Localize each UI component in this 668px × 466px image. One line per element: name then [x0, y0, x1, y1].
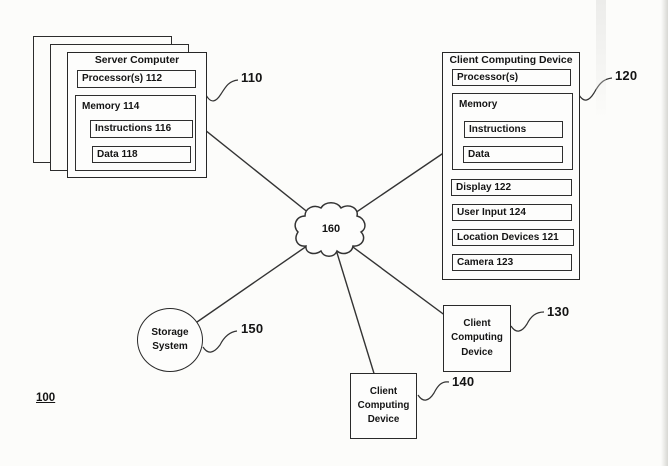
figure-ref-label-100: 100 — [36, 392, 56, 404]
ref-label-150: 150 — [241, 321, 264, 336]
client-memory-label: Memory — [459, 99, 498, 110]
server-data-box — [92, 146, 191, 163]
server-processor-box — [77, 70, 196, 88]
client-user-input-box — [452, 204, 572, 221]
leader-130 — [511, 312, 544, 331]
client-camera-label: Camera 123 — [457, 257, 514, 268]
client-location-devices-label: Location Devices 121 — [457, 232, 559, 243]
client-display-label: Display 122 — [456, 182, 512, 193]
client-device-140-box — [350, 373, 417, 439]
leader-150 — [203, 331, 237, 352]
storage-system-circle — [137, 308, 203, 372]
client-device-130-box — [443, 305, 511, 372]
client-display-box — [451, 179, 572, 196]
client-device-120-box — [442, 52, 580, 280]
client-user-input-label: User Input 124 — [457, 207, 526, 218]
client-processor-label: Processor(s) — [457, 72, 519, 83]
ref-label-140: 140 — [452, 374, 475, 389]
leader-140 — [418, 382, 449, 400]
client-processor-box — [452, 69, 571, 86]
network-cloud-label: 160 — [321, 223, 341, 235]
leader-110 — [206, 80, 238, 101]
client-120-title: Client Computing Device — [449, 55, 573, 66]
scan-edge-artifact — [661, 0, 668, 466]
server-memory-box — [75, 95, 196, 171]
server-data-label: Data 118 — [97, 149, 138, 160]
ref-label-130: 130 — [547, 304, 570, 319]
server-memory-label: Memory 114 — [82, 101, 140, 112]
server-computer-box — [67, 52, 207, 178]
client-camera-box — [452, 254, 572, 271]
client-140-label: Client Computing Device — [357, 385, 410, 426]
client-data-box — [463, 146, 563, 163]
server-instructions-box — [90, 120, 193, 138]
client-memory-box — [452, 93, 573, 170]
client-instructions-box — [464, 121, 563, 138]
storage-system-label: Storage System — [151, 326, 189, 352]
scan-streak-artifact — [596, 0, 606, 120]
client-data-label: Data — [468, 149, 490, 160]
ref-label-120: 120 — [615, 68, 638, 83]
ref-label-110: 110 — [241, 70, 263, 85]
server-title: Server Computer — [94, 55, 180, 66]
client-location-devices-box — [452, 229, 574, 246]
server-instructions-label: Instructions 116 — [95, 123, 172, 134]
client-130-label: Client Computing Device — [451, 318, 503, 358]
server-processor-label: Processor(s) 112 — [82, 73, 163, 84]
client-instructions-label: Instructions — [469, 124, 527, 135]
